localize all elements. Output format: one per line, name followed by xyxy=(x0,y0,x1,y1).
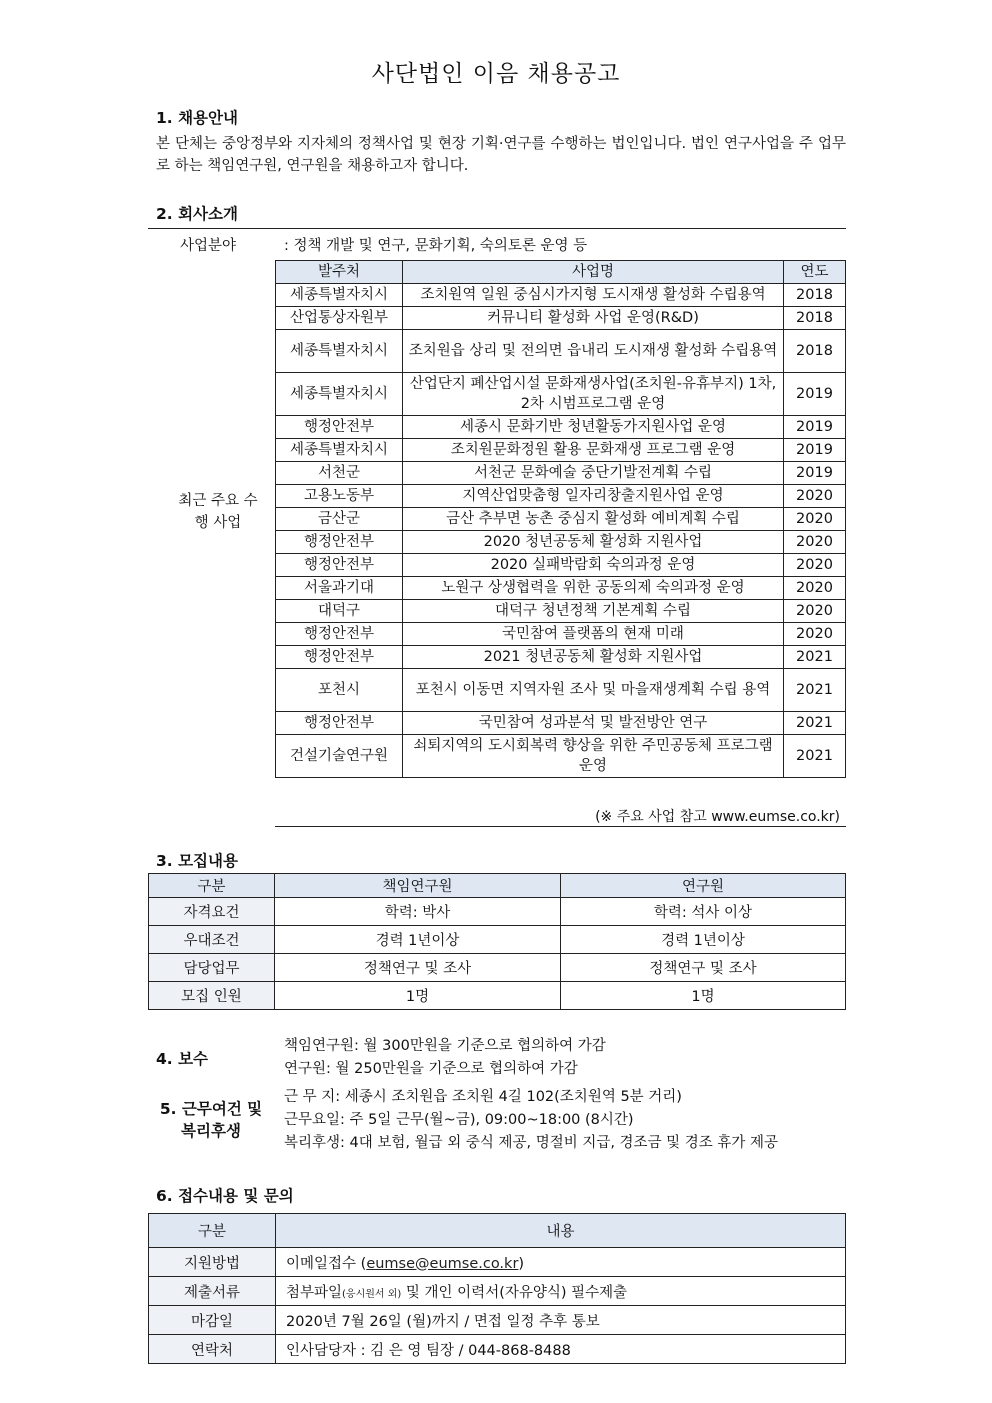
projects-body xyxy=(276,284,846,778)
method-label: 지원방법 xyxy=(149,1248,276,1277)
method-value xyxy=(276,1248,846,1277)
project-name: 지역산업맞춤형 일자리창출지원사업 운영 xyxy=(403,485,784,508)
recruit-category: 모집 인원 xyxy=(149,982,275,1010)
project-year: 2020 xyxy=(784,485,846,508)
contact-row-contact xyxy=(149,1335,846,1364)
project-client: 서천군 xyxy=(276,462,403,485)
project-name: 조치원문화정원 활용 문화재생 프로그램 운영 xyxy=(403,439,784,462)
table-row xyxy=(276,439,846,462)
project-year: 2019 xyxy=(784,439,846,462)
section-1-heading: 1. 채용안내 xyxy=(156,109,238,127)
contact-row-docs xyxy=(149,1277,846,1306)
table-row xyxy=(276,330,846,373)
business-field-value: : 정책 개발 및 연구, 문화기획, 숙의토론 운영 등 xyxy=(284,238,588,254)
table-row xyxy=(276,600,846,623)
project-year: 2020 xyxy=(784,577,846,600)
recruit-senior-value: 정책연구 및 조사 xyxy=(275,954,561,982)
project-year: 2019 xyxy=(784,462,846,485)
project-year: 2020 xyxy=(784,508,846,531)
salary-researcher: 연구원: 월 250만원을 기준으로 협의하여 가감 xyxy=(284,1061,578,1077)
table-row xyxy=(276,416,846,439)
contact-value: 인사담당자 : 김 은 영 팀장 / 044-868-8488 xyxy=(276,1335,846,1364)
table-row xyxy=(276,508,846,531)
recruit-senior-value: 1명 xyxy=(275,982,561,1010)
section-5-heading-line1: 5. 근무여건 및 xyxy=(159,1100,263,1118)
table-row xyxy=(276,485,846,508)
project-year: 2020 xyxy=(784,600,846,623)
table-row xyxy=(276,623,846,646)
section-1-body: 본 단체는 중앙정부와 지자체의 정책사업 및 현장 기획·연구를 수행하는 법인입니다. 법인 연구사업을 주 업무로 하는 책임연구원, 연구원을 채용하고자 합니다. xyxy=(156,136,846,174)
docs-label: 제출서류 xyxy=(149,1277,276,1306)
recruit-col-senior: 책임연구원 xyxy=(275,874,561,898)
recruit-table xyxy=(148,873,846,1010)
business-field-label: 사업분야 xyxy=(180,238,237,254)
table-row xyxy=(276,735,846,778)
recruit-researcher-value: 1명 xyxy=(561,982,846,1010)
project-name: 산업단지 폐산업시설 문화재생사업(조치원-유휴부지) 1차, 2차 시범프로그램 운영 xyxy=(403,373,784,416)
contact-col-content: 내용 xyxy=(276,1214,846,1248)
project-client: 건설기술연구원 xyxy=(276,735,403,778)
table-row xyxy=(149,982,846,1010)
project-name: 금산 추부면 농촌 중심지 활성화 예비계획 수립 xyxy=(403,508,784,531)
project-client: 세종특별자치시 xyxy=(276,284,403,307)
contact-label: 연락처 xyxy=(149,1335,276,1364)
project-client: 금산군 xyxy=(276,508,403,531)
recruit-senior-value: 경력 1년이상 xyxy=(275,926,561,954)
table-row xyxy=(276,712,846,735)
project-year: 2020 xyxy=(784,531,846,554)
page-title: 사단법인 이음 채용공고 xyxy=(371,61,621,87)
salary-info xyxy=(284,1035,606,1081)
project-name: 국민참여 성과분석 및 발전방안 연구 xyxy=(403,712,784,735)
project-year: 2021 xyxy=(784,646,846,669)
project-year: 2019 xyxy=(784,416,846,439)
recruit-col-category: 구분 xyxy=(149,874,275,898)
project-name: 조치원읍 상리 및 전의면 읍내리 도시재생 활성화 수립용역 xyxy=(403,330,784,373)
project-name: 조치원역 일원 중심시가지형 도시재생 활성화 수립용역 xyxy=(403,284,784,307)
project-client: 행정안전부 xyxy=(276,554,403,577)
work-conditions xyxy=(284,1086,778,1155)
section-3-heading: 3. 모집내용 xyxy=(156,852,238,870)
table-row xyxy=(276,307,846,330)
table-row xyxy=(276,284,846,307)
projects-label: 최근 주요 수행 사업 xyxy=(178,493,258,531)
project-client: 대덕구 xyxy=(276,600,403,623)
projects-note: (※ 주요 사업 참고 www.eumse.co.kr) xyxy=(595,809,840,825)
projects-table xyxy=(275,260,846,778)
project-client: 세종특별자치시 xyxy=(276,330,403,373)
table-row xyxy=(276,531,846,554)
table-row xyxy=(276,373,846,416)
table-row xyxy=(149,898,846,926)
docs-suffix: 및 개인 이력서(자유양식) 필수제출 xyxy=(401,1284,628,1301)
email-link[interactable]: eumse@eumse.co.kr xyxy=(366,1255,519,1272)
project-name: 쇠퇴지역의 도시회복력 향상을 위한 주민공동체 프로그램 운영 xyxy=(403,735,784,778)
project-client: 행정안전부 xyxy=(276,623,403,646)
project-name: 포천시 이동면 지역자원 조사 및 마을재생계획 수립 용역 xyxy=(403,669,784,712)
project-name: 국민참여 플랫폼의 현재 미래 xyxy=(403,623,784,646)
project-year: 2021 xyxy=(784,735,846,778)
recruit-researcher-value: 경력 1년이상 xyxy=(561,926,846,954)
work-location: 근 무 지: 세종시 조치원읍 조치원 4길 102(조치원역 5분 거리) xyxy=(284,1089,682,1105)
project-year: 2021 xyxy=(784,669,846,712)
recruit-category: 우대조건 xyxy=(149,926,275,954)
docs-small: (응시원서 외) xyxy=(342,1288,402,1300)
method-suffix: ) xyxy=(518,1255,525,1272)
project-year: 2020 xyxy=(784,623,846,646)
docs-prefix: 첨부파일 xyxy=(286,1284,343,1301)
project-name: 노원구 상생협력을 위한 공동의제 숙의과정 운영 xyxy=(403,577,784,600)
project-name: 2020 실패박람회 숙의과정 운영 xyxy=(403,554,784,577)
recruit-category: 자격요건 xyxy=(149,898,275,926)
section-2-bottom-rule xyxy=(275,826,846,827)
table-row xyxy=(276,554,846,577)
projects-col-project: 사업명 xyxy=(403,261,784,284)
project-year: 2021 xyxy=(784,712,846,735)
section-5-heading-line2: 복리후생 xyxy=(181,1122,241,1140)
project-client: 행정안전부 xyxy=(276,712,403,735)
method-prefix: 이메일접수 ( xyxy=(286,1255,367,1272)
table-row xyxy=(149,954,846,982)
contact-col-category: 구분 xyxy=(149,1214,276,1248)
recruit-category: 담당업무 xyxy=(149,954,275,982)
recruit-senior-value: 학력: 박사 xyxy=(275,898,561,926)
work-days: 근무요일: 주 5일 근무(월~금), 09:00~18:00 (8시간) xyxy=(284,1112,634,1128)
section-4-heading: 4. 보수 xyxy=(156,1050,209,1068)
deadline-label: 마감일 xyxy=(149,1306,276,1335)
project-name: 세종시 문화기반 청년활동가지원사업 운영 xyxy=(403,416,784,439)
section-6-heading: 6. 접수내용 및 문의 xyxy=(156,1187,294,1205)
project-name: 대덕구 청년정책 기본계획 수립 xyxy=(403,600,784,623)
project-client: 고용노동부 xyxy=(276,485,403,508)
salary-senior: 책임연구원: 월 300만원을 기준으로 협의하여 가감 xyxy=(284,1038,606,1054)
project-client: 행정안전부 xyxy=(276,646,403,669)
project-client: 행정안전부 xyxy=(276,531,403,554)
contact-row-method xyxy=(149,1248,846,1277)
benefits: 복리후생: 4대 보험, 월급 외 중식 제공, 명절비 지급, 경조금 및 경조 휴가 제공 xyxy=(284,1135,779,1151)
recruit-body xyxy=(149,898,846,1010)
recruit-researcher-value: 학력: 석사 이상 xyxy=(561,898,846,926)
recruit-col-researcher: 연구원 xyxy=(561,874,846,898)
project-name: 2021 청년공동체 활성화 지원사업 xyxy=(403,646,784,669)
project-year: 2018 xyxy=(784,284,846,307)
project-name: 2020 청년공동체 활성화 지원사업 xyxy=(403,531,784,554)
project-year: 2020 xyxy=(784,554,846,577)
project-client: 산업통상자원부 xyxy=(276,307,403,330)
project-client: 세종특별자치시 xyxy=(276,373,403,416)
projects-col-client: 발주처 xyxy=(276,261,403,284)
projects-col-year: 연도 xyxy=(784,261,846,284)
project-name: 커뮤니티 활성화 사업 운영(R&D) xyxy=(403,307,784,330)
project-client: 서울과기대 xyxy=(276,577,403,600)
project-year: 2018 xyxy=(784,330,846,373)
table-row xyxy=(276,577,846,600)
table-row xyxy=(276,669,846,712)
project-client: 세종특별자치시 xyxy=(276,439,403,462)
contact-row-deadline xyxy=(149,1306,846,1335)
table-row xyxy=(276,462,846,485)
project-client: 행정안전부 xyxy=(276,416,403,439)
section-2-top-rule xyxy=(148,228,846,229)
project-year: 2019 xyxy=(784,373,846,416)
contact-table xyxy=(148,1213,846,1364)
project-year: 2018 xyxy=(784,307,846,330)
project-client: 포천시 xyxy=(276,669,403,712)
project-name: 서천군 문화예술 중단기발전계획 수립 xyxy=(403,462,784,485)
docs-value xyxy=(276,1277,846,1306)
table-row xyxy=(276,646,846,669)
recruit-researcher-value: 정책연구 및 조사 xyxy=(561,954,846,982)
section-2-heading: 2. 회사소개 xyxy=(156,205,238,223)
table-row xyxy=(149,926,846,954)
section-5-heading xyxy=(156,1098,266,1142)
deadline-value: 2020년 7월 26일 (월)까지 / 면접 일정 추후 통보 xyxy=(276,1306,846,1335)
